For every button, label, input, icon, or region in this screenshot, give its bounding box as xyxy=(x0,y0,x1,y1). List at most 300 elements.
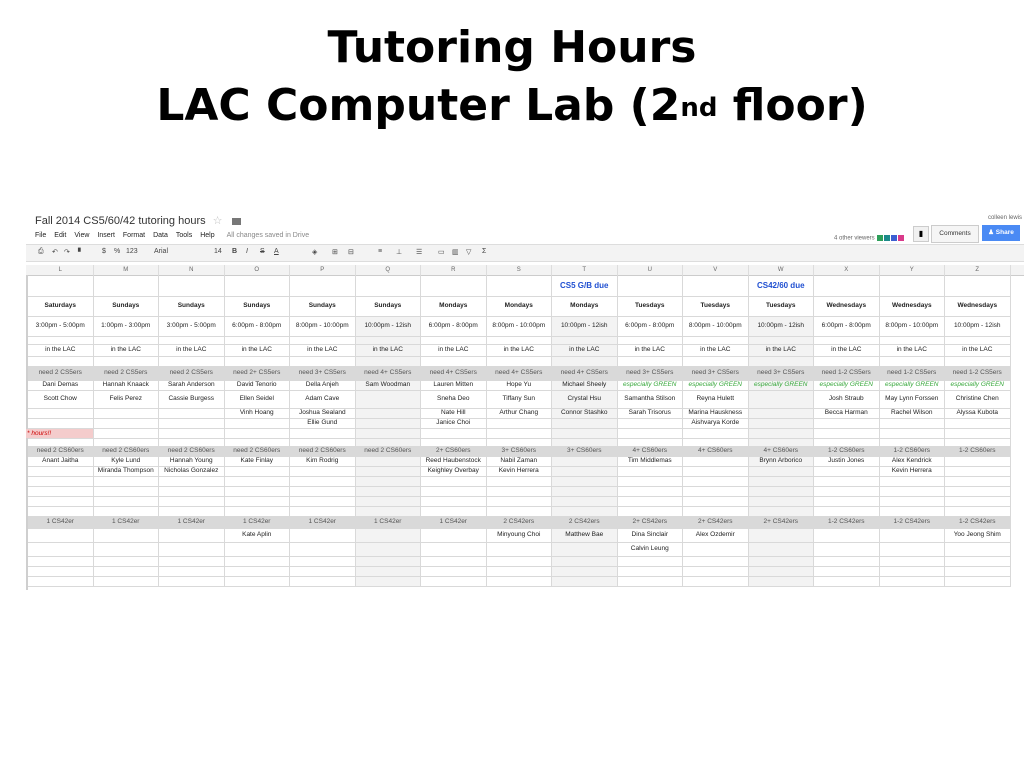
cell[interactable] xyxy=(28,275,94,297)
cell[interactable] xyxy=(225,477,291,487)
cell[interactable] xyxy=(487,567,553,577)
cell[interactable] xyxy=(159,419,225,429)
cell[interactable] xyxy=(225,467,291,477)
cell[interactable] xyxy=(618,557,684,567)
cell[interactable] xyxy=(421,429,487,439)
doc-title[interactable]: Fall 2014 CS5/60/42 tutoring hours xyxy=(35,215,206,227)
cell[interactable] xyxy=(159,439,225,447)
menu-data[interactable]: Data xyxy=(153,232,168,239)
comment-icon[interactable]: ▭ xyxy=(438,249,445,256)
cell[interactable]: need 2 CS60ers xyxy=(28,447,94,457)
cell[interactable] xyxy=(487,337,553,345)
cell[interactable]: Wednesdays xyxy=(945,297,1011,317)
column-header-l[interactable]: L xyxy=(28,265,94,275)
number-format-button[interactable]: 123 xyxy=(126,248,138,255)
cell[interactable] xyxy=(749,477,815,487)
cell[interactable]: Aishvarya Korde xyxy=(683,419,749,429)
cell[interactable]: 3+ CS60ers xyxy=(552,447,618,457)
cell[interactable] xyxy=(552,507,618,517)
cell[interactable] xyxy=(356,577,422,587)
cell[interactable] xyxy=(749,429,815,439)
cell[interactable] xyxy=(94,507,160,517)
cell[interactable]: May Lynn Forssen xyxy=(880,391,946,409)
cell[interactable] xyxy=(487,439,553,447)
cell[interactable]: need 1-2 CS5ers xyxy=(814,367,880,381)
cell[interactable] xyxy=(880,439,946,447)
cell[interactable] xyxy=(880,577,946,587)
cell[interactable]: Mondays xyxy=(552,297,618,317)
cell[interactable]: especially GREEN xyxy=(945,381,1011,391)
viewer-avatar[interactable] xyxy=(891,235,897,241)
cell[interactable]: Anant Jaitha xyxy=(28,457,94,467)
cell[interactable] xyxy=(28,419,94,429)
cell[interactable] xyxy=(421,529,487,543)
cell[interactable]: Tuesdays xyxy=(683,297,749,317)
cell[interactable] xyxy=(618,419,684,429)
cell[interactable] xyxy=(159,357,225,367)
cell[interactable]: Adam Cave xyxy=(290,391,356,409)
cell[interactable]: Christine Chen xyxy=(945,391,1011,409)
cell[interactable] xyxy=(880,497,946,507)
cell[interactable] xyxy=(94,429,160,439)
cell[interactable] xyxy=(159,409,225,419)
cell[interactable] xyxy=(749,577,815,587)
owner-name[interactable]: colleen lewis xyxy=(987,215,1022,221)
cell[interactable]: Ellie Gund xyxy=(290,419,356,429)
cell[interactable]: 2+ CS42ers xyxy=(683,517,749,529)
cell[interactable]: 1 CS42er xyxy=(290,517,356,529)
merge-icon[interactable]: ⊟ xyxy=(348,249,354,256)
star-icon[interactable]: ☆ xyxy=(212,215,223,227)
cell[interactable] xyxy=(159,497,225,507)
cell[interactable] xyxy=(159,487,225,497)
cell[interactable] xyxy=(159,567,225,577)
cell[interactable] xyxy=(945,275,1011,297)
cell[interactable] xyxy=(225,419,291,429)
cell[interactable] xyxy=(814,567,880,577)
cell[interactable] xyxy=(28,439,94,447)
column-header-s[interactable]: S xyxy=(487,265,553,275)
undo-icon[interactable]: ↶ xyxy=(52,249,58,256)
column-header-o[interactable]: O xyxy=(225,265,291,275)
cell[interactable] xyxy=(749,419,815,429)
cell[interactable]: 1-2 CS60ers xyxy=(880,447,946,457)
cell[interactable]: need 2 CS60ers xyxy=(159,447,225,457)
cell[interactable] xyxy=(421,577,487,587)
cell[interactable] xyxy=(749,391,815,409)
cell[interactable] xyxy=(28,543,94,557)
cell[interactable]: Cassie Burgess xyxy=(159,391,225,409)
cell[interactable]: need 3+ CS5ers xyxy=(290,367,356,381)
cell[interactable] xyxy=(225,275,291,297)
cell[interactable] xyxy=(618,487,684,497)
cell[interactable]: need 4+ CS5ers xyxy=(421,367,487,381)
cell[interactable] xyxy=(945,439,1011,447)
cell[interactable] xyxy=(945,337,1011,345)
cell[interactable]: 8:00pm - 10:00pm xyxy=(290,317,356,337)
cell[interactable] xyxy=(814,439,880,447)
cell[interactable]: 6:00pm - 8:00pm xyxy=(421,317,487,337)
cell[interactable] xyxy=(356,507,422,517)
cell[interactable] xyxy=(880,337,946,345)
cell[interactable] xyxy=(945,507,1011,517)
cell[interactable] xyxy=(683,467,749,477)
cell[interactable] xyxy=(683,543,749,557)
cell[interactable] xyxy=(880,529,946,543)
cell[interactable]: in the LAC xyxy=(618,345,684,357)
cell[interactable]: 2 CS42ers xyxy=(487,517,553,529)
cell[interactable]: Kate Finlay xyxy=(225,457,291,467)
cell[interactable]: 1 CS42er xyxy=(159,517,225,529)
cell[interactable] xyxy=(749,507,815,517)
print-icon[interactable]: ⎙ xyxy=(38,248,44,255)
cell[interactable] xyxy=(814,477,880,487)
cell[interactable] xyxy=(356,357,422,367)
cell[interactable] xyxy=(94,419,160,429)
cell[interactable] xyxy=(880,429,946,439)
font-select[interactable]: Arial xyxy=(154,248,169,255)
cell[interactable] xyxy=(94,577,160,587)
due-label[interactable]: CS42/60 due xyxy=(749,275,815,297)
cell[interactable]: 6:00pm - 8:00pm xyxy=(225,317,291,337)
cell[interactable] xyxy=(749,439,815,447)
cell[interactable] xyxy=(552,567,618,577)
column-header-t[interactable]: T xyxy=(552,265,618,275)
menu-edit[interactable]: Edit xyxy=(54,232,67,239)
cell[interactable]: Della Anjeh xyxy=(290,381,356,391)
cell[interactable]: Josh Straub xyxy=(814,391,880,409)
cell[interactable]: need 2+ CS5ers xyxy=(225,367,291,381)
cell[interactable]: Justin Jones xyxy=(814,457,880,467)
cell[interactable]: David Tenorio xyxy=(225,381,291,391)
cell[interactable]: 4+ CS60ers xyxy=(749,447,815,457)
cell[interactable]: in the LAC xyxy=(225,345,291,357)
cell[interactable]: 1-2 CS42ers xyxy=(814,517,880,529)
cell[interactable] xyxy=(749,337,815,345)
column-header-r[interactable]: R xyxy=(421,265,487,275)
cell[interactable] xyxy=(28,497,94,507)
cell[interactable] xyxy=(290,497,356,507)
cell[interactable] xyxy=(683,507,749,517)
cell[interactable] xyxy=(749,529,815,543)
cell[interactable]: Sundays xyxy=(94,297,160,317)
column-header-m[interactable]: M xyxy=(94,265,160,275)
cell[interactable]: Kate Aplin xyxy=(225,529,291,543)
cell[interactable] xyxy=(683,487,749,497)
menu-format[interactable]: Format xyxy=(122,232,146,239)
cell[interactable] xyxy=(814,275,880,297)
cell[interactable]: Felis Perez xyxy=(94,391,160,409)
cell[interactable] xyxy=(225,497,291,507)
cell[interactable]: Alex Ozdemir xyxy=(683,529,749,543)
cell[interactable] xyxy=(421,507,487,517)
folder-icon[interactable] xyxy=(232,218,241,225)
wrap-icon[interactable]: ☰ xyxy=(416,249,423,256)
cell[interactable] xyxy=(945,477,1011,487)
cell[interactable] xyxy=(28,507,94,517)
cell[interactable] xyxy=(421,337,487,345)
cell[interactable]: Samantha Stilson xyxy=(618,391,684,409)
cell[interactable] xyxy=(814,419,880,429)
menu-help[interactable]: Help xyxy=(200,232,215,239)
cell[interactable]: need 2 CS60ers xyxy=(356,447,422,457)
cell[interactable]: need 2 CS60ers xyxy=(94,447,160,457)
share-button[interactable] xyxy=(982,225,1020,241)
cell[interactable]: 1:00pm - 3:00pm xyxy=(94,317,160,337)
cell[interactable] xyxy=(814,529,880,543)
cell[interactable]: Reyna Hulett xyxy=(683,391,749,409)
cell[interactable] xyxy=(683,557,749,567)
cell[interactable]: 3+ CS60ers xyxy=(487,447,553,457)
cell[interactable] xyxy=(683,275,749,297)
cell[interactable] xyxy=(28,477,94,487)
cell[interactable] xyxy=(618,577,684,587)
cell[interactable] xyxy=(945,543,1011,557)
cell[interactable] xyxy=(356,557,422,567)
cell[interactable] xyxy=(225,507,291,517)
cell[interactable] xyxy=(814,429,880,439)
cell[interactable] xyxy=(290,477,356,487)
cell[interactable]: Miranda Thompson xyxy=(94,467,160,477)
cell[interactable] xyxy=(421,487,487,497)
cell[interactable]: 8:00pm - 10:00pm xyxy=(487,317,553,337)
cell[interactable] xyxy=(618,567,684,577)
cell[interactable] xyxy=(94,477,160,487)
cell[interactable] xyxy=(356,275,422,297)
cell[interactable]: need 4+ CS5ers xyxy=(356,367,422,381)
cell[interactable] xyxy=(421,567,487,577)
cell[interactable]: 10:00pm - 12ish xyxy=(945,317,1011,337)
cell[interactable]: 1-2 CS60ers xyxy=(814,447,880,457)
cell[interactable] xyxy=(356,543,422,557)
cell[interactable] xyxy=(421,477,487,487)
cell[interactable] xyxy=(552,497,618,507)
valign-icon[interactable]: ⊥ xyxy=(396,249,403,256)
cell[interactable]: need 1-2 CS5ers xyxy=(880,367,946,381)
cell[interactable]: in the LAC xyxy=(945,345,1011,357)
cell[interactable] xyxy=(159,543,225,557)
cell[interactable]: Joshua Sealand xyxy=(290,409,356,419)
menu-file[interactable]: File xyxy=(35,232,47,239)
cell[interactable]: in the LAC xyxy=(814,345,880,357)
cell[interactable] xyxy=(814,507,880,517)
cell[interactable] xyxy=(945,557,1011,567)
cell[interactable]: 6:00pm - 8:00pm xyxy=(618,317,684,337)
cell[interactable]: need 4+ CS5ers xyxy=(487,367,553,381)
cell[interactable] xyxy=(356,409,422,419)
cell[interactable]: Sam Woodman xyxy=(356,381,422,391)
column-header-z[interactable]: Z xyxy=(945,265,1011,275)
cell[interactable]: Lauren Mitten xyxy=(421,381,487,391)
cell[interactable] xyxy=(880,419,946,429)
cell[interactable] xyxy=(618,477,684,487)
cell[interactable] xyxy=(880,275,946,297)
align-icon[interactable]: ≡ xyxy=(378,248,383,255)
cell[interactable]: Hannah Young xyxy=(159,457,225,467)
cell[interactable]: need 2 CS5ers xyxy=(159,367,225,381)
cell[interactable]: 8:00pm - 10:00pm xyxy=(880,317,946,337)
cell[interactable] xyxy=(945,497,1011,507)
cell[interactable] xyxy=(618,439,684,447)
column-header-x[interactable]: X xyxy=(814,265,880,275)
chart-icon[interactable]: ▥ xyxy=(452,249,459,256)
cell[interactable] xyxy=(94,487,160,497)
strike-button[interactable]: S xyxy=(260,248,265,255)
cell[interactable] xyxy=(945,419,1011,429)
cell[interactable]: in the LAC xyxy=(487,345,553,357)
cell[interactable]: 3:00pm - 5:00pm xyxy=(159,317,225,337)
cell[interactable] xyxy=(421,357,487,367)
cell[interactable] xyxy=(28,467,94,477)
cell[interactable] xyxy=(94,337,160,345)
cell[interactable]: 3:00pm - 5:00pm xyxy=(28,317,94,337)
cell[interactable] xyxy=(814,337,880,345)
cell[interactable]: Ellen Seidel xyxy=(225,391,291,409)
cell[interactable]: 4+ CS60ers xyxy=(683,447,749,457)
cell[interactable] xyxy=(945,429,1011,439)
cell[interactable]: Tim Middlemas xyxy=(618,457,684,467)
cell[interactable] xyxy=(683,497,749,507)
cell[interactable] xyxy=(290,529,356,543)
cell[interactable]: Mondays xyxy=(421,297,487,317)
cell[interactable]: in the LAC xyxy=(28,345,94,357)
cell[interactable]: Tuesdays xyxy=(749,297,815,317)
cell[interactable] xyxy=(552,557,618,567)
cell[interactable] xyxy=(28,357,94,367)
cell[interactable]: Tuesdays xyxy=(618,297,684,317)
cell[interactable] xyxy=(28,529,94,543)
cell[interactable] xyxy=(356,457,422,467)
chat-icon[interactable]: ▮ xyxy=(913,226,929,242)
cell[interactable] xyxy=(487,275,553,297)
cell[interactable] xyxy=(290,567,356,577)
redo-icon[interactable]: ↷ xyxy=(64,249,70,256)
cell[interactable]: Alyssa Kubota xyxy=(945,409,1011,419)
cell[interactable]: Kim Rodrig xyxy=(290,457,356,467)
cell[interactable] xyxy=(749,543,815,557)
cell[interactable] xyxy=(159,577,225,587)
comments-button[interactable]: Comments xyxy=(931,225,979,243)
cell[interactable]: 1 CS42er xyxy=(225,517,291,529)
cell[interactable] xyxy=(225,337,291,345)
cell[interactable]: Minyoung Choi xyxy=(487,529,553,543)
cell[interactable] xyxy=(94,497,160,507)
cell[interactable]: Wednesdays xyxy=(880,297,946,317)
cell[interactable]: need 1-2 CS5ers xyxy=(945,367,1011,381)
currency-button[interactable]: $ xyxy=(102,248,106,255)
cell[interactable]: Connor Stashko xyxy=(552,409,618,419)
cell[interactable] xyxy=(618,337,684,345)
cell[interactable] xyxy=(94,557,160,567)
cell[interactable]: 4+ CS60ers xyxy=(618,447,684,457)
cell[interactable] xyxy=(159,507,225,517)
cell[interactable]: Matthew Bae xyxy=(552,529,618,543)
cell[interactable] xyxy=(749,567,815,577)
cell[interactable] xyxy=(356,529,422,543)
functions-button[interactable]: Σ xyxy=(482,248,487,255)
cell[interactable]: Mondays xyxy=(487,297,553,317)
cell[interactable] xyxy=(814,497,880,507)
cell[interactable]: Nabil Zaman xyxy=(487,457,553,467)
cell[interactable]: need 4+ CS5ers xyxy=(552,367,618,381)
cell[interactable] xyxy=(880,567,946,577)
cell[interactable] xyxy=(159,337,225,345)
cell[interactable] xyxy=(225,543,291,557)
cell[interactable] xyxy=(552,357,618,367)
cell[interactable]: in the LAC xyxy=(94,345,160,357)
cell[interactable] xyxy=(290,357,356,367)
column-header-p[interactable]: P xyxy=(290,265,356,275)
cell[interactable] xyxy=(552,577,618,587)
cell[interactable] xyxy=(880,543,946,557)
cell[interactable]: in the LAC xyxy=(552,345,618,357)
cell[interactable]: 1 CS42er xyxy=(28,517,94,529)
cell[interactable] xyxy=(225,429,291,439)
cell[interactable] xyxy=(290,429,356,439)
cell[interactable] xyxy=(159,275,225,297)
cell[interactable] xyxy=(290,439,356,447)
cell[interactable] xyxy=(945,357,1011,367)
cell[interactable] xyxy=(749,409,815,419)
cell[interactable]: Saturdays xyxy=(28,297,94,317)
cell[interactable]: 1 CS42er xyxy=(356,517,422,529)
cell[interactable]: 2+ CS42ers xyxy=(749,517,815,529)
column-header-y[interactable]: Y xyxy=(880,265,946,275)
cell[interactable] xyxy=(749,467,815,477)
cell[interactable] xyxy=(552,419,618,429)
cell[interactable]: Hannah Knaack xyxy=(94,381,160,391)
cell[interactable]: in the LAC xyxy=(683,345,749,357)
cell[interactable]: Dani Demas xyxy=(28,381,94,391)
cell[interactable] xyxy=(683,439,749,447)
save-status[interactable]: All changes saved in Drive xyxy=(226,232,310,239)
hours-note[interactable]: * hours!! xyxy=(26,429,93,438)
cell[interactable] xyxy=(552,487,618,497)
cell[interactable]: Dina Sinclair xyxy=(618,529,684,543)
cell[interactable]: in the LAC xyxy=(749,345,815,357)
cell[interactable] xyxy=(356,439,422,447)
cell[interactable]: Becca Harman xyxy=(814,409,880,419)
cell[interactable]: Keighley Overbay xyxy=(421,467,487,477)
cell[interactable] xyxy=(225,439,291,447)
cell[interactable] xyxy=(552,429,618,439)
cell[interactable] xyxy=(880,477,946,487)
cell[interactable] xyxy=(94,409,160,419)
fill-color-icon[interactable]: ◈ xyxy=(312,249,318,256)
cell[interactable] xyxy=(28,409,94,419)
cell[interactable] xyxy=(487,557,553,567)
viewer-avatar[interactable] xyxy=(884,235,890,241)
cell[interactable] xyxy=(28,557,94,567)
cell[interactable] xyxy=(814,543,880,557)
cell[interactable]: Nicholas Gonzalez xyxy=(159,467,225,477)
cell[interactable]: Kevin Herrera xyxy=(880,467,946,477)
cell[interactable]: especially GREEN xyxy=(814,381,880,391)
cell[interactable]: 2+ CS60ers xyxy=(421,447,487,457)
cell[interactable] xyxy=(749,557,815,567)
cell[interactable] xyxy=(487,419,553,429)
cell[interactable] xyxy=(618,275,684,297)
column-header-w[interactable]: W xyxy=(749,265,815,275)
viewer-avatar[interactable] xyxy=(877,235,883,241)
italic-button[interactable]: I xyxy=(246,248,248,255)
cell[interactable]: Kevin Herrera xyxy=(487,467,553,477)
cell[interactable] xyxy=(290,337,356,345)
cell[interactable]: Brynn Arborico xyxy=(749,457,815,467)
cell[interactable] xyxy=(94,543,160,557)
cell[interactable] xyxy=(814,557,880,567)
cell[interactable]: Sundays xyxy=(159,297,225,317)
